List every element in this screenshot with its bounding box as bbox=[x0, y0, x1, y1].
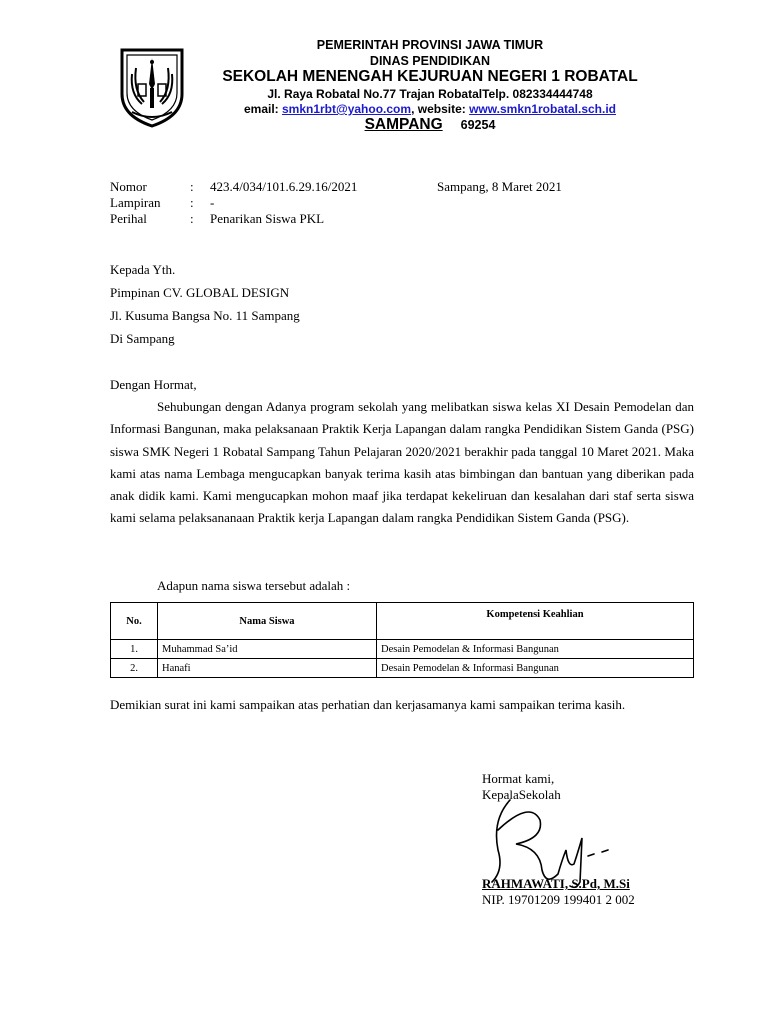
header-kompetensi: Kompetensi Keahlian bbox=[377, 603, 694, 640]
student-competency: Desain Pemodelan & Informasi Bangunan bbox=[377, 659, 694, 678]
perihal-label: Perihal bbox=[110, 211, 147, 226]
signature-regards: Hormat kami, bbox=[482, 771, 555, 786]
website-link[interactable]: www.smkn1robatal.sch.id bbox=[469, 102, 617, 116]
letterhead-address: Jl. Raya Robatal No.77 Trajan RobatalTelp. 082334444748 bbox=[267, 87, 593, 101]
website-label: , website: bbox=[411, 102, 470, 116]
recipient-address: Jl. Kusuma Bangsa No. 11 Sampang bbox=[110, 308, 300, 323]
email-link[interactable]: smkn1rbt@yahoo.com bbox=[281, 102, 412, 116]
student-table bbox=[110, 602, 694, 678]
signature-position: KepalaSekolah bbox=[482, 787, 561, 802]
nomor-separator: : bbox=[190, 179, 194, 194]
header-nama-siswa: Nama Siswa bbox=[158, 603, 377, 640]
nomor-value: 423.4/034/101.6.29.16/2021 bbox=[210, 179, 358, 194]
student-list-intro: Adapun nama siswa tersebut adalah : bbox=[157, 578, 351, 593]
body-paragraph: Sehubungan dengan Adanya program sekolah yang melibatkan siswa kelas XI Desain Pemodelan dan Informasi Bangunan, maka pelaksanaan Praktik Kerja Lapangan dalam rangka Pendidikan Sistem Ganda (PSG) siswa SMK Negeri 1 Robatal Sampang Tahun Pelajaran 2020/2021 berakhir pada tanggal 10 Maret 2021. Maka kami atas nama Lembaga mengucapkan banyak terima kasih atas bimbingan dan bantuan yang diberikan pada anak didik kami. Kami mengucapkan mohon maaf jika terdapat kekeliruan dan kesalahan dari staf serta siswa kami selama pelaksananaan Praktik kerja Lapangan dalam rangka Pendidikan Sistem Ganda (PSG). bbox=[110, 399, 694, 526]
signatory-nip: NIP. 19701209 199401 2 002 bbox=[482, 892, 635, 907]
east-java-emblem-icon bbox=[116, 44, 188, 128]
table-header-row bbox=[111, 603, 694, 640]
nomor-label: Nomor bbox=[110, 179, 147, 194]
lampiran-label: Lampiran bbox=[110, 195, 161, 210]
lampiran-separator: : bbox=[190, 195, 194, 210]
letterhead-city: SAMPANG bbox=[364, 116, 443, 133]
student-name: Muhammad Sa’id bbox=[158, 640, 377, 659]
lampiran-value: - bbox=[210, 195, 215, 210]
letterhead-department: DINAS PENDIDIKAN bbox=[369, 54, 491, 68]
letterhead-postal-code: 69254 bbox=[460, 118, 496, 132]
recipient-salutation: Kepada Yth. bbox=[110, 262, 176, 277]
row-number: 2. bbox=[111, 659, 158, 678]
student-name: Hanafi bbox=[158, 659, 377, 678]
perihal-separator: : bbox=[190, 211, 194, 226]
header-no: No. bbox=[111, 603, 158, 640]
letterhead-city-line bbox=[200, 116, 660, 134]
letterhead-government: PEMERINTAH PROVINSI JAWA TIMUR bbox=[316, 38, 544, 52]
table-row bbox=[111, 659, 694, 678]
row-number: 1. bbox=[111, 640, 158, 659]
letter-date: Sampang, 8 Maret 2021 bbox=[437, 179, 562, 194]
greeting: Dengan Hormat, bbox=[110, 377, 197, 392]
closing-paragraph: Demikian surat ini kami sampaikan atas perhatian dan kerjasamanya kami sampaikan terima kasih. bbox=[110, 697, 626, 712]
letterhead-school-name: SEKOLAH MENENGAH KEJURUAN NEGERI 1 ROBATAL bbox=[222, 68, 638, 85]
table-row bbox=[111, 640, 694, 659]
letterhead-contact bbox=[200, 102, 660, 116]
perihal-value: Penarikan Siswa PKL bbox=[210, 211, 325, 226]
recipient-name: Pimpinan CV. GLOBAL DESIGN bbox=[110, 285, 290, 300]
recipient-city: Di Sampang bbox=[110, 331, 175, 346]
student-competency: Desain Pemodelan & Informasi Bangunan bbox=[377, 640, 694, 659]
signatory-name: RAHMAWATI, S.Pd, M.Si bbox=[482, 876, 630, 891]
email-label: email: bbox=[243, 102, 282, 116]
